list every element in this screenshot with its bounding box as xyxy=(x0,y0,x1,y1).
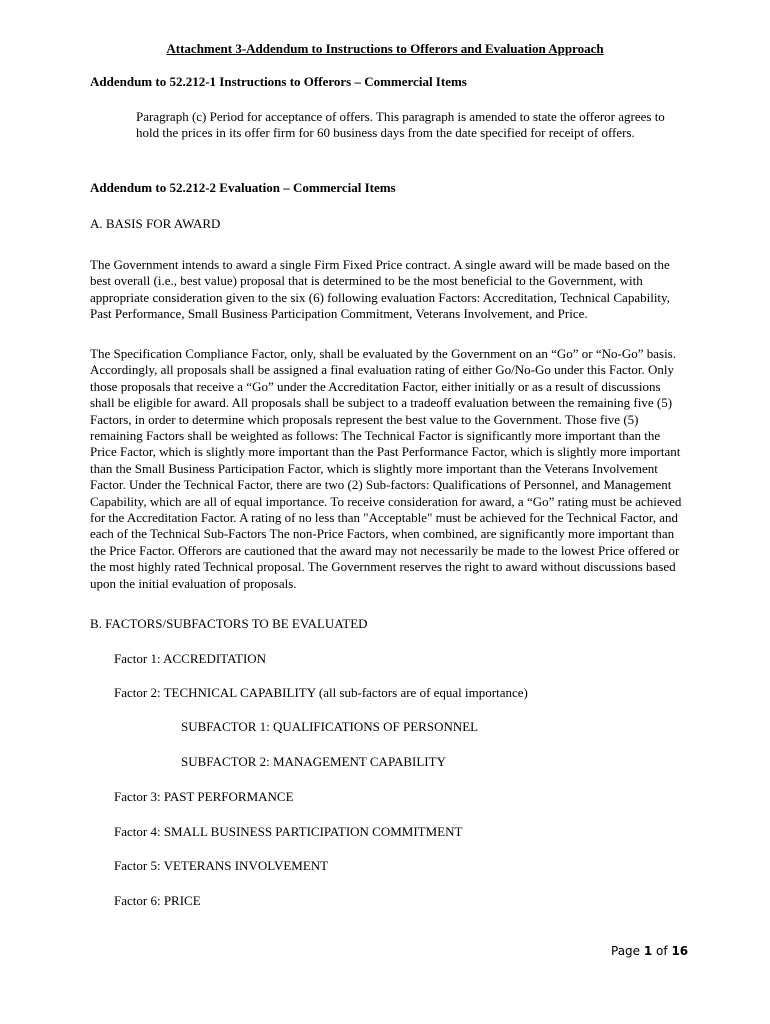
basis-paragraph-1: The Government intends to award a single Firm Fixed Price contract. A single award will be made based on the best overall (i.e., best value) proposal that is determined to be the most beneficial to the Government, with appropriate consideration given to the six (6) following evaluation Factors: Accreditation, Technical Capability, Past Performance, Small Business Participation Commitment, Veterans Involvement, and Price. xyxy=(90,257,670,322)
basis-for-award-heading: A. BASIS FOR AWARD xyxy=(90,216,221,231)
factor-4: Factor 4: SMALL BUSINESS PARTICIPATION COMMITMENT xyxy=(114,824,463,839)
total-pages-number: 16 xyxy=(671,944,689,958)
paragraph-acceptance-period: Paragraph (c) Period for acceptance of offers. This paragraph is amended to state the offeror agrees to hold the prices in its offer firm for 60 business days from the date specified for receipt of offers. xyxy=(136,109,665,141)
section-heading-instructions: Addendum to 52.212-1 Instructions to Offerors – Commercial Items xyxy=(90,74,467,89)
page-number-footer xyxy=(611,944,688,958)
basis-paragraph-2: The Specification Compliance Factor, only, shall be evaluated by the Government on an “Go” or “No-Go” basis. Accordingly, all proposals shall be assigned a final evaluation rating of either Go/No-Go under this Factor. Only those proposals that receive a “Go” under the Accreditation Factor, either initially or as a result of discussions shall be eligible for award. All proposals shall be subject to a tradeoff evaluation between the remaining five (5) Factors, in order to determine which proposals represent the best value to the Government. Those five (5) remaining Factors shall be weighted as follows: The Technical Factor is significantly more important than the Price Factor, which is slightly more important than the Past Performance Factor, which is slightly more important than the Small Business Participation Factor, which is slightly more important than the Veterans Involvement Factor. Under the Technical Factor, there are two (2) Sub-factors: Qualifications of Personnel, and Management Capability, which are all of equal importance. To receive consideration for award, a “Go” rating must be achieved for the Accreditation Factor. A rating of no less than "Acceptable" must be achieved for the Technical Factor, and each of the Technical Sub-Factors The non-Price Factors, when combined, are significantly more important than the Price Factor. Offerors are cautioned that the award may not necessarily be made to the lowest Price offered or the most highly rated Technical proposal. The Government reserves the right to award without discussions based upon the initial evaluation of proposals. xyxy=(90,346,682,591)
factor-5: Factor 5: VETERANS INVOLVEMENT xyxy=(114,858,329,873)
factors-heading: B. FACTORS/SUBFACTORS TO BE EVALUATED xyxy=(90,616,368,631)
factor-2: Factor 2: TECHNICAL CAPABILITY (all sub-factors are of equal importance) xyxy=(114,685,528,700)
subfactor-1: SUBFACTOR 1: QUALIFICATIONS OF PERSONNEL xyxy=(181,719,479,734)
of-word: of xyxy=(652,944,672,958)
page-word: Page xyxy=(611,944,644,958)
current-page-number: 1 xyxy=(643,944,653,958)
subfactor-2: SUBFACTOR 2: MANAGEMENT CAPABILITY xyxy=(181,754,446,769)
section-heading-evaluation: Addendum to 52.212-2 Evaluation – Commercial Items xyxy=(90,180,396,195)
factor-1: Factor 1: ACCREDITATION xyxy=(114,651,267,666)
factor-6: Factor 6: PRICE xyxy=(114,893,201,908)
document-title: Attachment 3-Addendum to Instructions to Offerors and Evaluation Approach xyxy=(166,41,604,56)
factor-3: Factor 3: PAST PERFORMANCE xyxy=(114,789,294,804)
